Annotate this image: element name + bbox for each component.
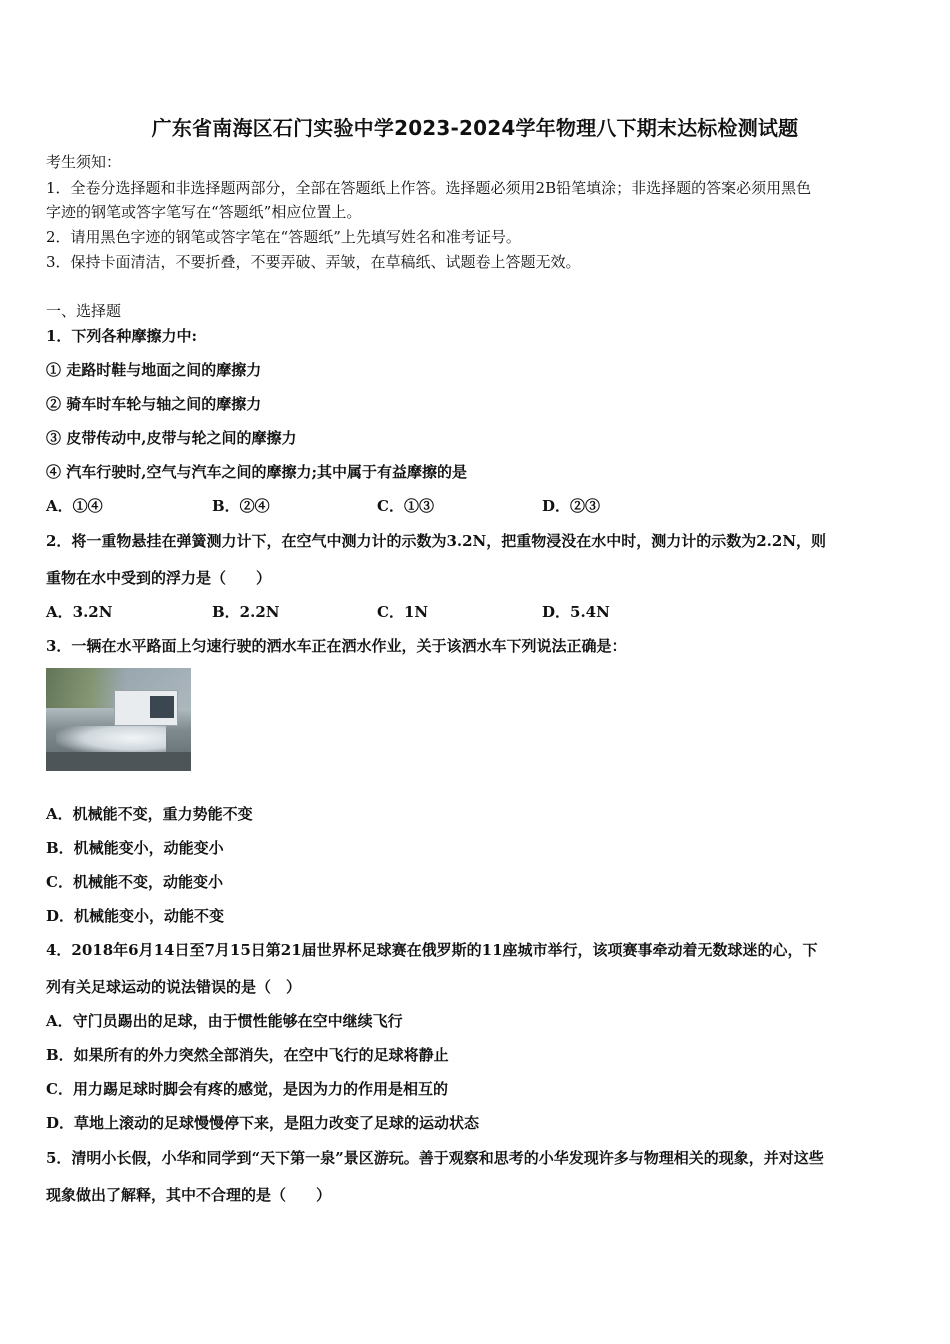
notice-line-2: 2．请用黑色字迹的钢笔或答字笔在“答题纸”上先填写姓名和准考证号。 <box>46 228 521 246</box>
q1-option-b: B．②④ <box>212 497 270 515</box>
q1-option-d: D．②③ <box>542 497 601 515</box>
q4-option-b: B．如果所有的外力突然全部消失，在空中飞行的足球将静止 <box>46 1046 449 1064</box>
notice-line-3: 3．保持卡面清洁，不要折叠，不要弄破、弄皱，在草稿纸、试题卷上答题无效。 <box>46 253 581 271</box>
section-heading: 一、选择题 <box>46 302 122 320</box>
q4-option-d: D．草地上滚动的足球慢慢停下来，是阻力改变了足球的运动状态 <box>46 1114 480 1132</box>
q4-stem-b: 列有关足球运动的说法错误的是（ ） <box>46 978 302 996</box>
q1-stem: 1．下列各种摩擦力中: <box>46 327 197 345</box>
q4-option-a: A．守门员踢出的足球，由于惯性能够在空中继续飞行 <box>46 1012 403 1030</box>
q3-option-d: D．机械能变小，动能不变 <box>46 907 225 925</box>
q1-item-2: ② 骑车时车轮与轴之间的摩擦力 <box>46 395 262 413</box>
q2-option-d: D．5.4N <box>542 603 610 621</box>
q1-item-1: ① 走路时鞋与地面之间的摩擦力 <box>46 361 262 379</box>
q2-option-a: A．3.2N <box>46 603 113 621</box>
q2-option-c: C．1N <box>377 603 429 621</box>
notice-heading: 考生须知： <box>46 153 122 171</box>
q2-option-b: B．2.2N <box>212 603 280 621</box>
q5-stem-a: 5．清明小长假，小华和同学到“天下第一泉”景区游玩。善于观察和思考的小华发现许多与物理相关的现象，并对这些 <box>46 1149 824 1167</box>
q3-option-a: A．机械能不变，重力势能不变 <box>46 805 253 823</box>
q3-option-b: B．机械能变小，动能变小 <box>46 839 224 857</box>
q3-stem: 3．一辆在水平路面上匀速行驶的洒水车正在洒水作业，关于该洒水车下列说法正确是： <box>46 637 627 655</box>
notice-line-1a: 1．全卷分选择题和非选择题两部分，全部在答题纸上作答。选择题必须用2B铅笔填涂；非选择题的答案必须用黑色 <box>46 179 812 197</box>
q5-stem-b: 现象做出了解释，其中不合理的是（ ） <box>46 1186 332 1204</box>
q2-stem-a: 2．将一重物悬挂在弹簧测力计下，在空气中测力计的示数为3.2N，把重物浸没在水中时，测力计的示数为2.2N，则 <box>46 532 827 550</box>
q4-stem-a: 4．2018年6月14日至7月15日第21届世界杯足球赛在俄罗斯的11座城市举行，该项赛事牵动着无数球迷的心，下 <box>46 941 818 959</box>
notice-line-1b: 字迹的钢笔或答字笔写在“答题纸”相应位置上。 <box>46 203 362 221</box>
q1-option-c: C．①③ <box>377 497 434 515</box>
q4-option-c: C．用力踢足球时脚会有疼的感觉，是因为力的作用是相互的 <box>46 1080 448 1098</box>
q1-item-4: ④ 汽车行驶时,空气与汽车之间的摩擦力;其中属于有益摩擦的是 <box>46 463 467 481</box>
page-title: 广东省南海区石门实验中学2023-2024学年物理八下期末达标检测试题 <box>151 116 799 140</box>
q1-item-3: ③ 皮带传动中,皮带与轮之间的摩擦力 <box>46 429 297 447</box>
q3-option-c: C．机械能不变，动能变小 <box>46 873 223 891</box>
sprinkler-truck-photo <box>46 668 191 771</box>
q1-option-a: A．①④ <box>46 497 103 515</box>
q2-stem-b: 重物在水中受到的浮力是（ ） <box>46 569 272 587</box>
